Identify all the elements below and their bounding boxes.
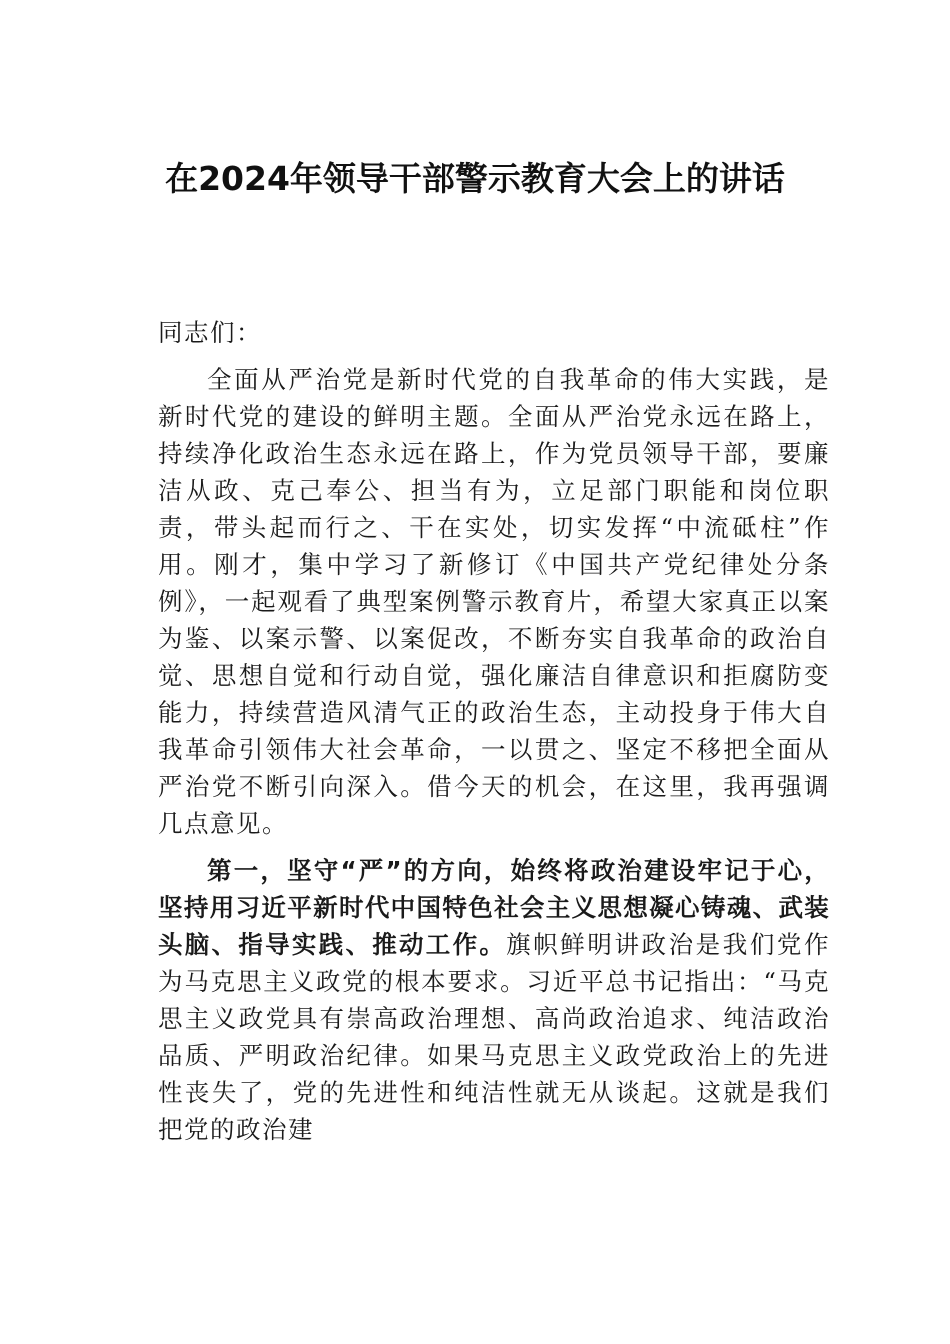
paragraph-point-one (158, 852, 830, 1148)
paragraph-text: 旗帜鲜明讲政治是我们党作为马克思主义政党的根本要求。习近平总书记指出：“马克思主义政党具有崇高政治理想、高尚政治追求、纯洁政治品质、严明政治纪律。如果马克思主义政党政治上的先进性丧失了，党的先进性和纯洁性就无从谈起。这就是我们把党的政治建 (158, 930, 830, 1144)
document-body (158, 314, 830, 1148)
paragraph-lead-bold: 第一，坚守“严”的方向，始终将政治建设牢记于心，坚持用习近平新时代中国特色社会主义思想凝心铸魂、武装头脑、指导实践、推动工作。 (158, 856, 830, 959)
paragraph-intro (158, 361, 830, 842)
document-title: 在2024年领导干部警示教育大会上的讲话 (165, 159, 785, 198)
salutation: 同志们： (158, 318, 262, 347)
paragraph-text: 全面从严治党是新时代党的自我革命的伟大实践，是新时代党的建设的鲜明主题。全面从严治党永远在路上，持续净化政治生态永远在路上，作为党员领导干部，要廉洁从政、克己奉公、担当有为，立足部门职能和岗位职责，带头起而行之、干在实处，切实发挥“中流砥柱”作用。刚才，集中学习了新修订《中国共产党纪律处分条例》，一起观看了典型案例警示教育片，希望大家真正以案为鉴、以案示警、以案促改，不断夯实自我革命的政治自觉、思想自觉和行动自觉，强化廉洁自律意识和拒腐防变能力，持续营造风清气正的政治生态，主动投身于伟大自我革命引领伟大社会革命，一以贯之、坚定不移把全面从严治党不断引向深入。借今天的机会，在这里，我再强调几点意见。 (158, 365, 830, 838)
